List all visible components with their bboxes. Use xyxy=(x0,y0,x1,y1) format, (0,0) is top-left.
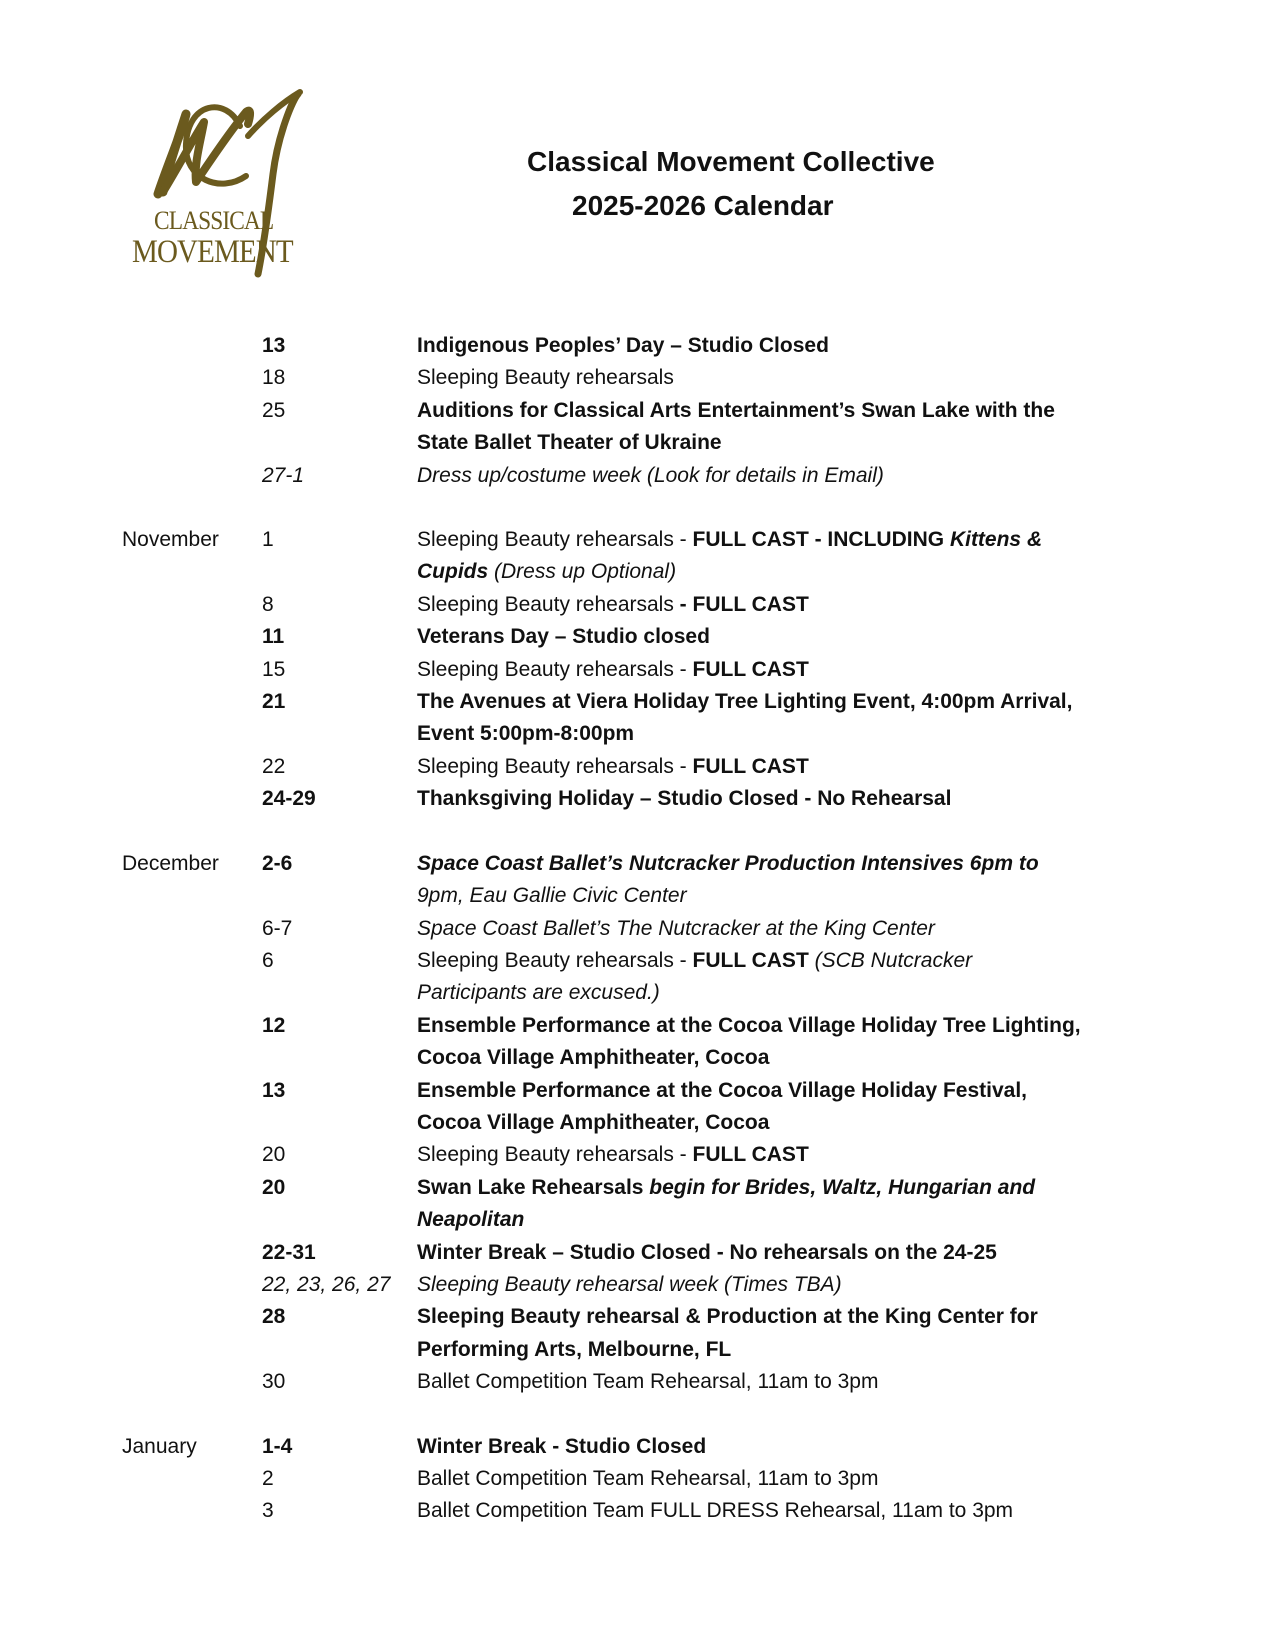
month-label: November xyxy=(122,528,219,552)
month-label xyxy=(0,1237,262,1269)
month-label xyxy=(0,751,262,783)
month-label xyxy=(0,783,262,815)
entry-date: 2-6 xyxy=(262,851,293,875)
entry-text-segment: Thanksgiving Holiday – Studio Closed - No Rehearsal xyxy=(417,787,952,811)
calendar-entry xyxy=(0,1463,1271,1495)
entry-date: 6 xyxy=(262,948,274,972)
entry-text-segment: Sleeping Beauty rehearsal week (Times TBA) xyxy=(417,1272,842,1296)
entry-text-segment: FULL CAST - INCLUDING xyxy=(692,528,950,552)
entry-text-segment: Sleeping Beauty rehearsals - xyxy=(417,754,693,778)
entry-text-segment: Sleeping Beauty rehearsals - xyxy=(417,528,693,552)
entry-text-segment: Dress up/costume week (Look for details in Email) xyxy=(417,463,884,487)
month-label xyxy=(0,1495,262,1527)
month-label xyxy=(0,1172,262,1237)
entry-description xyxy=(417,1172,1087,1237)
entry-description xyxy=(417,783,1087,815)
entry-text-segment: FULL CAST xyxy=(692,1143,809,1167)
calendar-entry xyxy=(0,1301,1271,1366)
entry-date: 1-4 xyxy=(262,1434,293,1458)
entry-text-segment: Ensemble Performance at the Cocoa Village Holiday Festival, Cocoa Village Amphitheater, Cocoa xyxy=(417,1078,1027,1134)
entry-description xyxy=(417,460,1087,492)
month-label xyxy=(0,1139,262,1171)
entry-description xyxy=(417,1269,1087,1301)
month-label xyxy=(0,395,262,460)
calendar-entry xyxy=(0,460,1271,492)
entry-date: 22-31 xyxy=(262,1240,316,1264)
month-label xyxy=(0,1075,262,1140)
entry-date: 30 xyxy=(262,1370,286,1394)
entry-text-segment: Indigenous Peoples’ Day – Studio Closed xyxy=(417,334,829,357)
calendar-entry xyxy=(0,1366,1271,1398)
month-label: December xyxy=(122,851,219,875)
entry-description xyxy=(417,945,1087,1010)
entry-description xyxy=(417,1010,1087,1075)
classical-movement-logo xyxy=(128,84,328,294)
entry-description xyxy=(417,395,1087,460)
entry-date: 3 xyxy=(262,1499,274,1523)
entry-date: 1 xyxy=(262,528,274,552)
entry-description xyxy=(417,330,1087,362)
entry-description xyxy=(417,751,1087,783)
entry-description xyxy=(417,621,1087,653)
entry-text-segment: Space Coast Ballet’s The Nutcracker at the King Center xyxy=(417,916,935,940)
month-label xyxy=(0,589,262,621)
month-section xyxy=(0,524,1271,816)
entry-description xyxy=(417,1463,1087,1495)
entry-description xyxy=(417,913,1087,945)
month-label xyxy=(0,1366,262,1398)
entry-text-segment: The Avenues at Viera Holiday Tree Lighting Event, 4:00pm Arrival, Event 5:00pm-8:00pm xyxy=(417,690,1073,746)
title-organization: Classical Movement Collective xyxy=(527,146,935,177)
entry-description xyxy=(417,1495,1087,1527)
month-label xyxy=(0,1463,262,1495)
calendar-entry xyxy=(0,1495,1271,1527)
logo-text-movement: MOVEMENT xyxy=(132,234,293,270)
month-label xyxy=(0,1301,262,1366)
entry-date: 13 xyxy=(262,334,286,357)
entry-text-segment: Sleeping Beauty rehearsals xyxy=(417,366,674,390)
calendar-entry xyxy=(0,589,1271,621)
calendar-entry xyxy=(0,1010,1271,1075)
title-calendar-year: 2025-2026 Calendar xyxy=(572,190,834,221)
entry-date: 21 xyxy=(262,690,286,714)
entry-text-segment: FULL CAST xyxy=(692,754,809,778)
entry-description xyxy=(417,1431,1087,1463)
calendar-entry xyxy=(0,524,1271,589)
entry-date: 28 xyxy=(262,1305,286,1329)
calendar-entry xyxy=(0,1431,1271,1463)
entry-text-segment: Swan Lake Rehearsals xyxy=(417,1175,650,1199)
entry-date: 11 xyxy=(262,625,285,649)
month-label xyxy=(0,621,262,653)
month-label xyxy=(0,1010,262,1075)
calendar-entry xyxy=(0,1172,1271,1237)
month-label: January xyxy=(122,1434,197,1458)
month-label xyxy=(0,1269,262,1301)
entry-description xyxy=(417,1075,1087,1140)
entry-date: 22 xyxy=(262,754,286,778)
entry-text-segment: Ballet Competition Team Rehearsal, 11am to 3pm xyxy=(417,1467,879,1490)
calendar-entry xyxy=(0,395,1271,460)
entry-text-segment: Auditions for Classical Arts Entertainment’s Swan Lake with the State Ballet Theater of Ukraine xyxy=(417,398,1055,455)
entry-date: 24-29 xyxy=(262,787,316,811)
entry-date: 18 xyxy=(262,366,286,390)
entry-description xyxy=(417,589,1087,621)
entry-text-segment: FULL CAST xyxy=(692,948,809,972)
calendar-entry xyxy=(0,751,1271,783)
month-section xyxy=(0,330,1271,492)
entry-date: 22, 23, 26, 27 xyxy=(262,1272,391,1296)
calendar-entry xyxy=(0,1139,1271,1171)
calendar-entry xyxy=(0,362,1271,394)
entry-text-segment: Sleeping Beauty rehearsals - xyxy=(417,948,693,972)
calendar-entry xyxy=(0,945,1271,1010)
entry-text-segment: Kittens & Cupids xyxy=(417,528,1043,584)
calendar-entry xyxy=(0,1269,1271,1301)
calendar-entry xyxy=(0,783,1271,815)
calendar-entry xyxy=(0,330,1271,362)
entry-description xyxy=(417,1237,1087,1269)
entry-description xyxy=(417,362,1087,394)
entry-description xyxy=(417,654,1087,686)
entry-text-segment: Winter Break – Studio Closed - No rehearsals on the 24-25 xyxy=(417,1240,997,1264)
entry-date: 25 xyxy=(262,398,286,422)
entry-text-segment: Sleeping Beauty rehearsals - xyxy=(417,1143,693,1167)
calendar-entry xyxy=(0,913,1271,945)
entry-text-segment: Space Coast Ballet’s Nutcracker Production Intensives 6pm to xyxy=(417,851,1039,875)
entry-date: 6-7 xyxy=(262,916,293,940)
calendar-entry xyxy=(0,686,1271,751)
entry-date: 20 xyxy=(262,1175,286,1199)
entry-text-segment: Ballet Competition Team Rehearsal, 11am to 3pm xyxy=(417,1370,879,1394)
calendar-entry xyxy=(0,654,1271,686)
logo-text-classical: CLASSICAL xyxy=(154,206,274,235)
entry-text-segment: (Dress up Optional) xyxy=(488,560,677,584)
month-label xyxy=(0,686,262,751)
month-label xyxy=(0,460,262,492)
entry-description xyxy=(417,1366,1087,1398)
entry-text-segment: Sleeping Beauty rehearsals xyxy=(417,592,674,616)
entry-date: 13 xyxy=(262,1078,286,1102)
month-label xyxy=(0,362,262,394)
month-section xyxy=(0,1431,1271,1528)
calendar-entry xyxy=(0,848,1271,913)
entry-date: 15 xyxy=(262,657,286,681)
entry-text-segment: (SCB Nutcracker Participants are excused.) xyxy=(417,948,973,1005)
month-section xyxy=(0,848,1271,1399)
month-label xyxy=(0,945,262,1010)
entry-date: 12 xyxy=(262,1013,286,1037)
entry-text-segment: Ensemble Performance at the Cocoa Village Holiday Tree Lighting, Cocoa Village Amphitheater, Cocoa xyxy=(417,1013,1081,1070)
entry-text-segment: Winter Break - Studio Closed xyxy=(417,1434,707,1458)
month-label xyxy=(0,654,262,686)
calendar-entry xyxy=(0,621,1271,653)
month-label xyxy=(0,913,262,945)
calendar-entry xyxy=(0,1075,1271,1140)
entry-date: 20 xyxy=(262,1143,286,1167)
entry-description xyxy=(417,1301,1087,1366)
entry-description xyxy=(417,686,1087,751)
entry-text-segment: Veterans Day – Studio closed xyxy=(417,625,710,649)
entry-date: 2 xyxy=(262,1467,274,1490)
entry-description xyxy=(417,524,1087,589)
entry-text-segment: 9pm, Eau Gallie Civic Center xyxy=(417,884,687,908)
calendar-entry xyxy=(0,1237,1271,1269)
entry-text-segment: begin for Brides, Waltz, Hungarian and Neapolitan xyxy=(417,1175,1036,1232)
entry-text-segment: - FULL CAST xyxy=(673,592,809,616)
entry-text-segment: Sleeping Beauty rehearsals - xyxy=(417,657,693,681)
month-label xyxy=(0,330,262,362)
entry-date: 8 xyxy=(262,592,274,616)
calendar-list xyxy=(0,330,1271,1528)
entry-date: 27-1 xyxy=(262,463,305,487)
entry-text-segment: Sleeping Beauty rehearsal & Production at the King Center for Performing Arts, Melbourne, FL xyxy=(417,1305,1038,1361)
entry-text-segment: Ballet Competition Team FULL DRESS Rehearsal, 11am to 3pm xyxy=(417,1499,1014,1523)
entry-text-segment: FULL CAST xyxy=(692,657,809,681)
entry-description xyxy=(417,1139,1087,1171)
entry-description xyxy=(417,848,1087,913)
